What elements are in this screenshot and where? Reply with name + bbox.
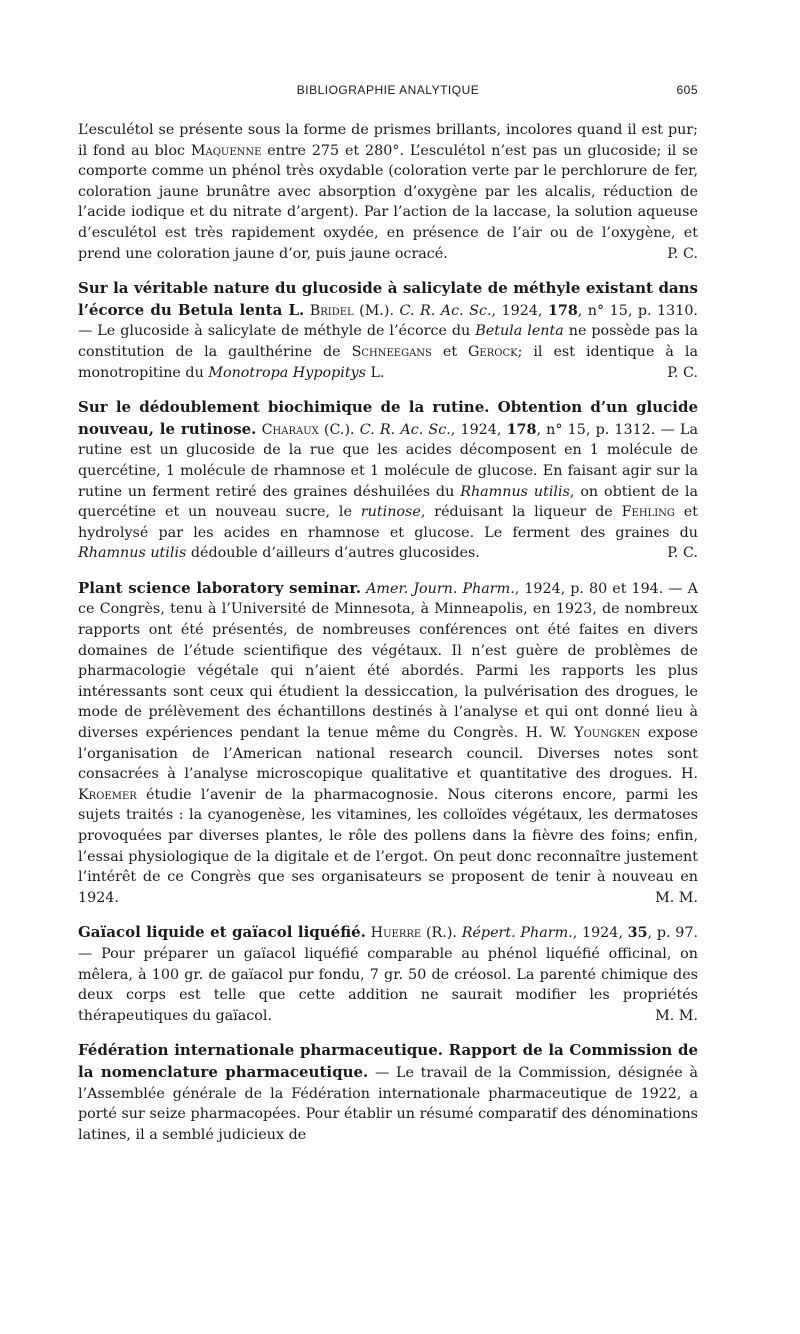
text-run: , n° 15, p. 1310. — Le glucoside à salicylate de méthyle de l’écorce du	[78, 302, 698, 340]
author-name: Youngken	[574, 725, 641, 742]
page-body	[78, 120, 698, 1145]
text-run: ; il est identique à la monotropitine du	[78, 343, 698, 381]
text-run: et hydrolysé par les acides en rhamnose et glucose. Le ferment des graines du	[78, 504, 698, 541]
text-run: , réduisant la liqueur de	[420, 504, 622, 521]
text-run: , p. 97. — Pour préparer un gaïacol liquéfié comparable au phénol liquéfié officinal, on mêlera, à 100 gr. de gaïacol pur fondu, 7 gr. 50 de créosol. La parenté chimique des deux corps est telle que cette addition ne saurait modifier les propriétés thérapeutiques du gaïacol.	[78, 925, 698, 1024]
volume: 35	[627, 925, 648, 942]
abstract-entry	[78, 922, 698, 1026]
text-run: (R.).	[421, 925, 462, 942]
entry-title: Plant science laboratory seminar.	[78, 578, 362, 597]
text-run: , 1924,	[572, 925, 628, 942]
species-name: Rhamnus utilis	[460, 483, 570, 500]
author-name: Gerock	[468, 343, 518, 360]
page-number: 605	[676, 83, 698, 97]
text-run: et	[431, 343, 469, 360]
volume: 178	[506, 421, 537, 438]
author-name: Schneegans	[351, 343, 432, 360]
abstract-entry	[78, 278, 698, 383]
text-run: ne possède pas la constitution de la gaulthérine de	[78, 323, 698, 360]
journal-page	[78, 0, 698, 1334]
signature: P. C.	[667, 245, 698, 262]
author-name: Maquenne	[190, 142, 262, 159]
species-name: Monotropa Hypopitys	[208, 364, 366, 381]
text-run: étudie l’avenir de la pharmacognosie. Nous citerons encore, parmi les sujets traités : la cyanogenèse, les vitamines, les colloïdes végétaux, les dermatoses provoquées par diverses plantes, le rôle des pollens dans la fièvre des foins; enfin, l’essai physiologique de la digitale et de l’ergot. On peut donc reconnaître justement l’intérêt de ce Congrès que ses organisateurs se proposent de tenir à nouveau en 1924.	[78, 786, 698, 906]
text-run: L’esculétol se présente sous la forme de prismes brillants, incolores quand il est pur; il fond au bloc	[78, 122, 698, 159]
author-name: Charaux	[261, 421, 319, 438]
text-run: (M.).	[353, 302, 400, 319]
abstract-entry	[78, 1040, 698, 1145]
term-name: rutinose	[360, 504, 421, 521]
signature: M. M.	[655, 1007, 698, 1024]
signature: M. M.	[655, 889, 698, 906]
author-name: Bridel	[309, 302, 354, 319]
volume: 178	[547, 302, 578, 319]
continued-paragraph	[78, 120, 698, 264]
text-run: expose l’organisation de l’American national research council. Diverses notes sont consacrées à l’analyse microscopique qualitative et quantitative des drogues. H.	[78, 725, 698, 783]
journal-name: C. R. Ac. Sc.	[359, 421, 451, 438]
text-run: , on obtient de la quercétine et un nouveau sucre, le	[78, 483, 698, 521]
species-name: Rhamnus utilis	[78, 545, 187, 562]
author-name: Kroemer	[78, 786, 137, 803]
text-run: (C.).	[318, 421, 360, 438]
abstract-entry	[78, 397, 698, 564]
journal-name: C. R. Ac. Sc.	[399, 302, 492, 319]
running-header	[78, 80, 698, 100]
text-run: entre 275 et 280°. L’esculétol n’est pas un glucoside; il se comporte comme un phénol très oxydable (coloration verte par le perchlorure de fer, coloration jaune brunâtre avec absorption d’oxygène par les alcalis, réduction de l’acide iodique et du nitrate d’argent). Par l’action de la laccase, la solution aqueuse d’esculétol est très rapidement oxydée, en présence de l’air ou de l’oxygène, et prend une coloration jaune d’or, puis jaune ocracé.	[78, 142, 699, 262]
entry-title: Sur le dédoublement biochimique de la rutine. Obtention d’un glucide nouveau, le rutinose.	[78, 398, 698, 438]
text-run: , 1924, p. 80 et 194. — A ce Congrès, tenu à l’Université de Minnesota, à Minneapolis, en 1923, de nombreux rapports ont été présentés, de nombreuses conférences ont été faites en divers domaines de l’étude scientifique des végétaux. Il n’est guère de problèmes de pharmacologie végétale qui n’aient été abordés. Parmi les rapports les plus intéressants sont ceux qui étudient la dessiccation, la pulvérisation des drogues, le mode de prélèvement des échantillons destinés à l’analyse et qui ont donné lieu à diverses expériences pendant la tenue même du Congrès. H. W.	[78, 580, 698, 742]
entry-title: Fédération internationale pharmaceutique. Rapport de la Commission de la nomenclature pharmaceutique.	[78, 1041, 698, 1081]
text-run: , n° 15, p. 1312. — La rutine est un glucoside de la rue que les acides décomposent en 1 molécule de quercétine, 1 molécule de rhamnose et 1 molécule de glucose. En faisant agir sur la rutine un ferment retiré des graines déshuilées du	[78, 421, 698, 500]
author-name: Fehling	[621, 504, 675, 521]
entry-title: Gaïacol liquide et gaïacol liquéfié.	[78, 923, 366, 942]
journal-name: Amer. Journ. Pharm.	[366, 580, 515, 597]
text-run: , 1924,	[450, 421, 507, 438]
signature: P. C.	[667, 545, 698, 562]
text-run: , 1924,	[491, 302, 548, 319]
author-name: Huerre	[370, 925, 422, 942]
text-run: — Le travail de la Commission, désignée à l’Assemblée générale de la Fédération internationale pharmaceutique de 1922, a porté sur seize pharmacopées. Pour établir un résumé comparatif des dénominations latines, il a semblé judicieux de	[78, 1064, 698, 1143]
entry-title: Sur la véritable nature du glucoside à salicylate de méthyle existant dans l’écorce du Betula lenta L.	[78, 279, 698, 319]
text-run: L.	[366, 364, 385, 381]
species-name: Betula lenta	[475, 323, 564, 340]
journal-name: Répert. Pharm.	[461, 925, 573, 942]
running-title: BIBLIOGRAPHIE ANALYTIQUE	[296, 83, 480, 97]
abstract-entry	[78, 578, 698, 909]
text-run: dédouble d’ailleurs d’autres glucosides.	[186, 545, 480, 562]
signature: P. C.	[667, 364, 698, 381]
